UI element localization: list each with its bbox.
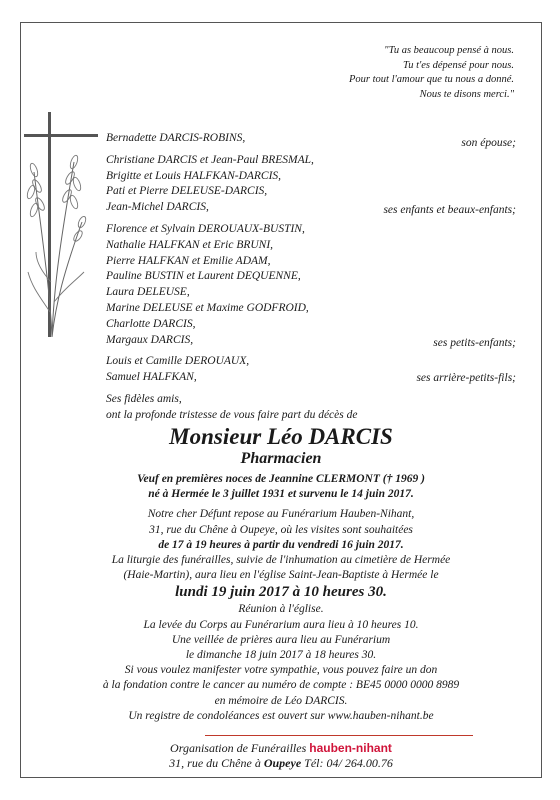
- body-line: 31, rue du Chêne à Oupeye, où les visites sont souhaitées: [149, 523, 413, 536]
- body-line: Un registre de condoléances est ouvert sur www.hauben-nihant.be: [128, 709, 434, 722]
- family-name: Laura DELEUSE,: [106, 286, 190, 299]
- quote-line: Pour tout l'amour que tu nous a donné.: [349, 74, 514, 85]
- org-prefix: Organisation de Funérailles: [170, 741, 307, 755]
- body-line: Réunion à l'église.: [238, 603, 324, 616]
- family-name: Pati et Pierre DELEUSE-DARCIS,: [106, 185, 268, 198]
- announcement-body: [20, 472, 542, 724]
- body-line: Une veillée de prières aura lieu au Funérarium: [171, 633, 391, 646]
- body-line: La liturgie des funérailles, suivie de l'inhumation au cimetière de Hermée: [111, 554, 451, 567]
- body-line: Si vous voulez manifester votre sympathie, vous pouvez faire un don: [124, 664, 438, 677]
- quote-line: "Tu as beaucoup pensé à nous.: [384, 45, 514, 56]
- body-line: à la fondation contre le cancer au numéro de compte : BE45 0000 0000 8989: [102, 679, 460, 692]
- funeral-date: lundi 19 juin 2017 à 10 heures 30.: [175, 584, 387, 601]
- cross-wheat-icon: [22, 112, 100, 342]
- family-name: Bernadette DARCIS-ROBINS,: [106, 132, 246, 144]
- announcement-text: ont la profonde tristesse de vous faire part du décès de: [106, 408, 358, 421]
- relation-label: son épouse;: [461, 137, 516, 149]
- org-address: 31, rue du Chêne à: [169, 756, 261, 770]
- org-phone: Tél: 04/ 264.00.76: [304, 756, 393, 770]
- body-line: Veuf en premières noces de Jeannine CLERMONT († 1969 ): [137, 473, 425, 485]
- family-name: Christiane DARCIS et Jean-Paul BRESMAL,: [106, 153, 314, 166]
- body-line: de 17 à 19 heures à partir du vendredi 16 juin 2017.: [158, 538, 404, 551]
- divider: [205, 735, 473, 736]
- family-name: Ses fidèles amis,: [106, 392, 182, 405]
- body-line: (Haie-Martin), aura lieu en l'église Saint-Jean-Baptiste à Hermée le: [123, 569, 439, 582]
- family-name: Jean-Michel DARCIS,: [106, 201, 209, 214]
- family-name: Louis et Camille DEROUAUX,: [106, 355, 250, 368]
- body-line: le dimanche 18 juin 2017 à 18 heures 30.: [185, 649, 377, 662]
- body-line: né à Hermée le 3 juillet 1931 et survenu le 14 juin 2017.: [148, 488, 414, 501]
- body-line: Notre cher Défunt repose au Funérarium Hauben-Nihant,: [147, 508, 415, 521]
- family-name: Brigitte et Louis HALFKAN-DARCIS,: [106, 169, 282, 182]
- body-line: en mémoire de Léo DARCIS.: [214, 694, 348, 707]
- brand-logo: hauben-nihant: [309, 741, 392, 755]
- family-name: Margaux DARCIS,: [106, 333, 194, 346]
- relation-label: ses enfants et beaux-enfants;: [383, 204, 516, 216]
- family-name: Marine DELEUSE et Maxime GODFROID,: [106, 301, 309, 314]
- family-name: Pierre HALFKAN et Emilie ADAM,: [106, 254, 271, 267]
- quote-line: Nous te disons merci.": [419, 88, 514, 100]
- family-name: Charlotte DARCIS,: [106, 317, 196, 330]
- family-list: [106, 131, 357, 424]
- quote-line: Tu t'es dépensé pour nous.: [402, 59, 514, 71]
- relation-label: ses petits-enfants;: [433, 337, 516, 349]
- body-line: La levée du Corps au Funérarium aura lieu à 10 heures 10.: [143, 618, 419, 631]
- organisation-footer: [20, 741, 542, 771]
- family-name: Samuel HALFKAN,: [106, 371, 197, 384]
- family-name: Florence et Sylvain DEROUAUX-BUSTIN,: [106, 222, 305, 235]
- family-name: Nathalie HALFKAN et Eric BRUNI,: [106, 238, 274, 251]
- org-town: Oupeye: [263, 756, 302, 770]
- deceased-profession: Pharmacien: [240, 450, 322, 467]
- relation-label: ses arrière-petits-fils;: [416, 372, 516, 384]
- quote: [349, 44, 514, 102]
- deceased-name: Monsieur Léo DARCIS: [169, 424, 393, 449]
- family-name: Pauline BUSTIN et Laurent DEQUENNE,: [106, 270, 301, 283]
